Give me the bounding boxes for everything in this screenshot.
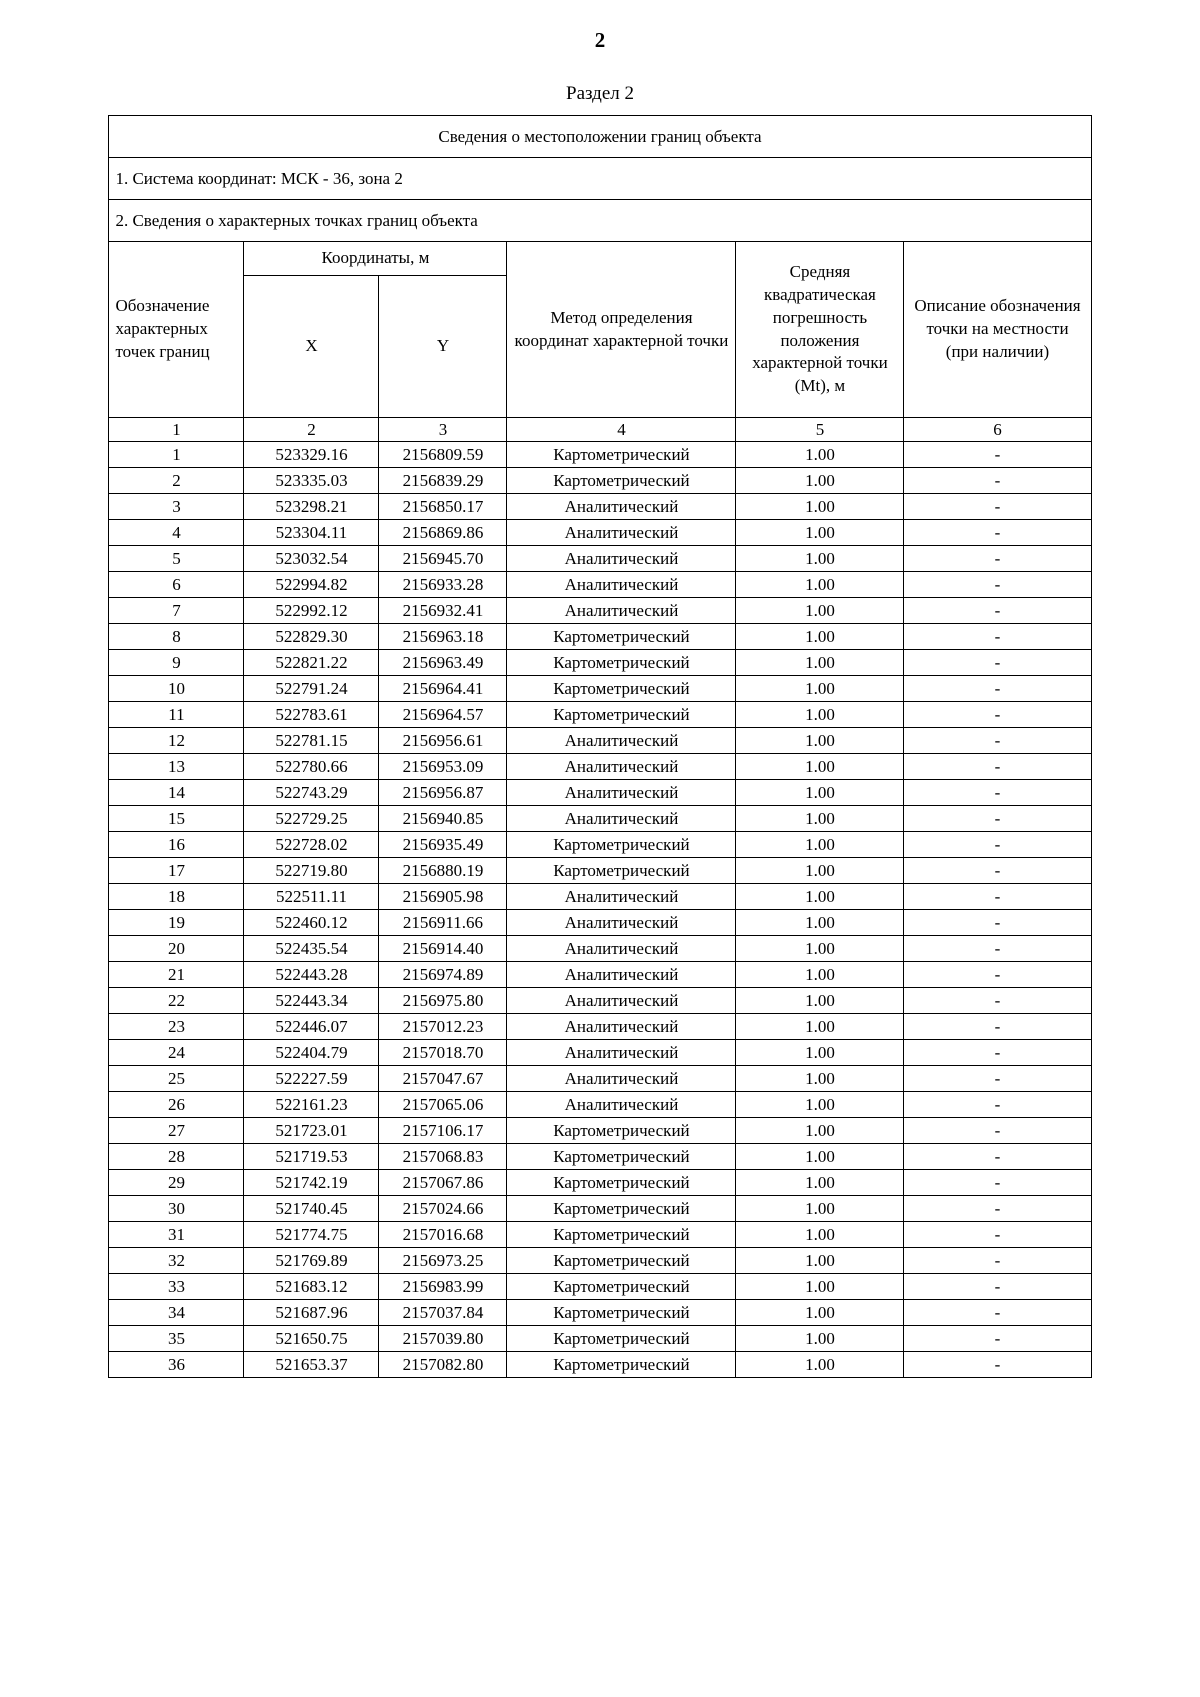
x-coordinate-cell: 522227.59 [244, 1066, 379, 1092]
point-number-cell: 26 [109, 1092, 244, 1118]
method-cell: Картометрический [507, 1118, 736, 1144]
point-number-cell: 5 [109, 546, 244, 572]
y-coordinate-cell: 2156963.18 [379, 624, 507, 650]
method-cell: Картометрический [507, 858, 736, 884]
method-cell: Картометрический [507, 1248, 736, 1274]
y-coordinate-cell: 2156935.49 [379, 832, 507, 858]
x-coordinate-cell: 522161.23 [244, 1092, 379, 1118]
point-number-cell: 7 [109, 598, 244, 624]
point-number-cell: 34 [109, 1300, 244, 1326]
description-cell: - [904, 598, 1091, 624]
table-row [109, 1326, 1091, 1352]
method-cell: Картометрический [507, 442, 736, 468]
point-number-cell: 21 [109, 962, 244, 988]
method-cell: Картометрический [507, 676, 736, 702]
method-cell: Картометрический [507, 1144, 736, 1170]
y-coordinate-cell: 2156809.59 [379, 442, 507, 468]
description-cell: - [904, 702, 1091, 728]
y-coordinate-cell: 2157106.17 [379, 1118, 507, 1144]
method-cell: Аналитический [507, 988, 736, 1014]
column-numbers-row [109, 418, 1091, 442]
point-number-cell: 36 [109, 1352, 244, 1378]
y-coordinate-cell: 2156956.87 [379, 780, 507, 806]
point-number-cell: 6 [109, 572, 244, 598]
table-row [109, 936, 1091, 962]
description-cell: - [904, 858, 1091, 884]
x-coordinate-cell: 522511.11 [244, 884, 379, 910]
method-cell: Аналитический [507, 1066, 736, 1092]
description-cell: - [904, 1222, 1091, 1248]
method-cell: Аналитический [507, 1014, 736, 1040]
point-number-cell: 19 [109, 910, 244, 936]
y-coordinate-cell: 2156839.29 [379, 468, 507, 494]
table-row [109, 1144, 1091, 1170]
description-cell: - [904, 1300, 1091, 1326]
table-row [109, 650, 1091, 676]
section-title: Раздел 2 [566, 83, 634, 104]
method-cell: Аналитический [507, 494, 736, 520]
error-cell: 1.00 [736, 676, 904, 702]
description-cell: - [904, 832, 1091, 858]
x-coordinate-cell: 521740.45 [244, 1196, 379, 1222]
description-cell: - [904, 1066, 1091, 1092]
method-cell: Картометрический [507, 650, 736, 676]
x-coordinate-cell: 523032.54 [244, 546, 379, 572]
x-coordinate-cell: 522443.28 [244, 962, 379, 988]
point-number-cell: 35 [109, 1326, 244, 1352]
error-cell: 1.00 [736, 598, 904, 624]
method-cell: Аналитический [507, 962, 736, 988]
description-cell: - [904, 988, 1091, 1014]
description-cell: - [904, 676, 1091, 702]
table-row [109, 494, 1091, 520]
method-cell: Аналитический [507, 1040, 736, 1066]
method-cell: Аналитический [507, 598, 736, 624]
table-row [109, 1352, 1091, 1378]
point-number-cell: 23 [109, 1014, 244, 1040]
y-coordinate-cell: 2156973.25 [379, 1248, 507, 1274]
column-number: 4 [507, 418, 736, 442]
error-cell: 1.00 [736, 1196, 904, 1222]
error-cell: 1.00 [736, 624, 904, 650]
method-cell: Картометрический [507, 1352, 736, 1378]
page-number: 2 [594, 28, 606, 52]
table-row [109, 598, 1091, 624]
x-coordinate-cell: 522404.79 [244, 1040, 379, 1066]
description-cell: - [904, 1248, 1091, 1274]
table-row [109, 546, 1091, 572]
error-cell: 1.00 [736, 962, 904, 988]
error-cell: 1.00 [736, 910, 904, 936]
y-coordinate-cell: 2156905.98 [379, 884, 507, 910]
boundary-points-table [108, 115, 1091, 1378]
y-coordinate-cell: 2156964.57 [379, 702, 507, 728]
table-row [109, 1118, 1091, 1144]
x-coordinate-cell: 523329.16 [244, 442, 379, 468]
table-row [109, 910, 1091, 936]
error-cell: 1.00 [736, 1040, 904, 1066]
description-cell: - [904, 546, 1091, 572]
description-cell: - [904, 494, 1091, 520]
y-coordinate-cell: 2156911.66 [379, 910, 507, 936]
point-number-cell: 25 [109, 1066, 244, 1092]
description-cell: - [904, 1352, 1091, 1378]
description-cell: - [904, 962, 1091, 988]
error-cell: 1.00 [736, 468, 904, 494]
y-coordinate-cell: 2156850.17 [379, 494, 507, 520]
y-coordinate-cell: 2157082.80 [379, 1352, 507, 1378]
table-body [109, 442, 1091, 1378]
y-coordinate-cell: 2157024.66 [379, 1196, 507, 1222]
description-cell: - [904, 1040, 1091, 1066]
method-cell: Картометрический [507, 1222, 736, 1248]
table-row [109, 1248, 1091, 1274]
column-number: 6 [904, 418, 1091, 442]
method-cell: Аналитический [507, 754, 736, 780]
error-cell: 1.00 [736, 832, 904, 858]
x-coordinate-cell: 521719.53 [244, 1144, 379, 1170]
error-cell: 1.00 [736, 1352, 904, 1378]
table-row [109, 572, 1091, 598]
method-cell: Аналитический [507, 884, 736, 910]
method-cell: Аналитический [507, 780, 736, 806]
header-description: Описание обозначения точки на местности (при наличии) [904, 242, 1091, 418]
method-cell: Картометрический [507, 832, 736, 858]
x-coordinate-cell: 521687.96 [244, 1300, 379, 1326]
method-cell: Картометрический [507, 1274, 736, 1300]
table-row [109, 1040, 1091, 1066]
x-coordinate-cell: 521723.01 [244, 1118, 379, 1144]
table-row [109, 780, 1091, 806]
error-cell: 1.00 [736, 780, 904, 806]
point-number-cell: 22 [109, 988, 244, 1014]
error-cell: 1.00 [736, 1092, 904, 1118]
error-cell: 1.00 [736, 572, 904, 598]
method-cell: Аналитический [507, 728, 736, 754]
x-coordinate-cell: 523298.21 [244, 494, 379, 520]
x-coordinate-cell: 523335.03 [244, 468, 379, 494]
x-coordinate-cell: 523304.11 [244, 520, 379, 546]
error-cell: 1.00 [736, 702, 904, 728]
error-cell: 1.00 [736, 1014, 904, 1040]
point-number-cell: 10 [109, 676, 244, 702]
y-coordinate-cell: 2157047.67 [379, 1066, 507, 1092]
x-coordinate-cell: 521653.37 [244, 1352, 379, 1378]
table-row [109, 1300, 1091, 1326]
table-row [109, 858, 1091, 884]
method-cell: Картометрический [507, 624, 736, 650]
header-x: X [244, 276, 379, 418]
error-cell: 1.00 [736, 546, 904, 572]
table-row [109, 624, 1091, 650]
method-cell: Аналитический [507, 936, 736, 962]
point-number-cell: 1 [109, 442, 244, 468]
point-number-cell: 18 [109, 884, 244, 910]
table-row [109, 832, 1091, 858]
x-coordinate-cell: 522821.22 [244, 650, 379, 676]
y-coordinate-cell: 2157016.68 [379, 1222, 507, 1248]
point-number-cell: 28 [109, 1144, 244, 1170]
point-number-cell: 3 [109, 494, 244, 520]
method-cell: Картометрический [507, 1196, 736, 1222]
point-number-cell: 24 [109, 1040, 244, 1066]
error-cell: 1.00 [736, 988, 904, 1014]
y-coordinate-cell: 2156869.86 [379, 520, 507, 546]
y-coordinate-cell: 2156880.19 [379, 858, 507, 884]
error-cell: 1.00 [736, 1170, 904, 1196]
error-cell: 1.00 [736, 650, 904, 676]
description-cell: - [904, 1118, 1091, 1144]
description-cell: - [904, 468, 1091, 494]
x-coordinate-cell: 521742.19 [244, 1170, 379, 1196]
y-coordinate-cell: 2156933.28 [379, 572, 507, 598]
x-coordinate-cell: 522783.61 [244, 702, 379, 728]
point-number-cell: 4 [109, 520, 244, 546]
y-coordinate-cell: 2157068.83 [379, 1144, 507, 1170]
description-cell: - [904, 1170, 1091, 1196]
description-cell: - [904, 1196, 1091, 1222]
method-cell: Аналитический [507, 572, 736, 598]
point-number-cell: 31 [109, 1222, 244, 1248]
description-cell: - [904, 728, 1091, 754]
x-coordinate-cell: 522781.15 [244, 728, 379, 754]
point-number-cell: 30 [109, 1196, 244, 1222]
description-cell: - [904, 1144, 1091, 1170]
y-coordinate-cell: 2156974.89 [379, 962, 507, 988]
table-row [109, 884, 1091, 910]
coordinate-system-row [109, 158, 1091, 200]
error-cell: 1.00 [736, 1248, 904, 1274]
error-cell: 1.00 [736, 1144, 904, 1170]
x-coordinate-cell: 522992.12 [244, 598, 379, 624]
description-cell: - [904, 1274, 1091, 1300]
error-cell: 1.00 [736, 806, 904, 832]
error-cell: 1.00 [736, 1222, 904, 1248]
points-note-row [109, 200, 1091, 242]
column-number: 5 [736, 418, 904, 442]
header-row-top [109, 242, 1091, 276]
error-cell: 1.00 [736, 1118, 904, 1144]
x-coordinate-cell: 522460.12 [244, 910, 379, 936]
table-row [109, 806, 1091, 832]
point-number-cell: 11 [109, 702, 244, 728]
error-cell: 1.00 [736, 494, 904, 520]
x-coordinate-cell: 522829.30 [244, 624, 379, 650]
point-number-cell: 13 [109, 754, 244, 780]
method-cell: Картометрический [507, 1170, 736, 1196]
point-number-cell: 17 [109, 858, 244, 884]
table-row [109, 1196, 1091, 1222]
method-cell: Аналитический [507, 546, 736, 572]
point-number-cell: 33 [109, 1274, 244, 1300]
x-coordinate-cell: 522780.66 [244, 754, 379, 780]
x-coordinate-cell: 521774.75 [244, 1222, 379, 1248]
point-number-cell: 8 [109, 624, 244, 650]
description-cell: - [904, 936, 1091, 962]
table-row [109, 520, 1091, 546]
error-cell: 1.00 [736, 858, 904, 884]
header-point-designation: Обозначение характерных точек границ [109, 242, 244, 418]
table-row [109, 442, 1091, 468]
points-note: 2. Сведения о характерных точках границ объекта [109, 200, 1091, 242]
x-coordinate-cell: 522443.34 [244, 988, 379, 1014]
description-cell: - [904, 442, 1091, 468]
description-cell: - [904, 572, 1091, 598]
description-cell: - [904, 806, 1091, 832]
y-coordinate-cell: 2156940.85 [379, 806, 507, 832]
table-row [109, 1274, 1091, 1300]
error-cell: 1.00 [736, 728, 904, 754]
description-cell: - [904, 520, 1091, 546]
method-cell: Аналитический [507, 806, 736, 832]
column-number: 1 [109, 418, 244, 442]
y-coordinate-cell: 2156953.09 [379, 754, 507, 780]
y-coordinate-cell: 2157018.70 [379, 1040, 507, 1066]
point-number-cell: 20 [109, 936, 244, 962]
x-coordinate-cell: 522728.02 [244, 832, 379, 858]
x-coordinate-cell: 521683.12 [244, 1274, 379, 1300]
table-row [109, 1222, 1091, 1248]
method-cell: Картометрический [507, 1326, 736, 1352]
table-row [109, 676, 1091, 702]
y-coordinate-cell: 2157039.80 [379, 1326, 507, 1352]
x-coordinate-cell: 522743.29 [244, 780, 379, 806]
table-row [109, 702, 1091, 728]
method-cell: Картометрический [507, 702, 736, 728]
y-coordinate-cell: 2156914.40 [379, 936, 507, 962]
table-row [109, 468, 1091, 494]
table-row [109, 962, 1091, 988]
point-number-cell: 9 [109, 650, 244, 676]
y-coordinate-cell: 2157037.84 [379, 1300, 507, 1326]
description-cell: - [904, 624, 1091, 650]
y-coordinate-cell: 2157012.23 [379, 1014, 507, 1040]
y-coordinate-cell: 2156983.99 [379, 1274, 507, 1300]
description-cell: - [904, 884, 1091, 910]
table-title: Сведения о местоположении границ объекта [109, 116, 1091, 158]
error-cell: 1.00 [736, 936, 904, 962]
error-cell: 1.00 [736, 520, 904, 546]
y-coordinate-cell: 2156932.41 [379, 598, 507, 624]
y-coordinate-cell: 2157065.06 [379, 1092, 507, 1118]
point-number-cell: 29 [109, 1170, 244, 1196]
header-y: Y [379, 276, 507, 418]
description-cell: - [904, 910, 1091, 936]
method-cell: Картометрический [507, 468, 736, 494]
y-coordinate-cell: 2156964.41 [379, 676, 507, 702]
table-row [109, 1092, 1091, 1118]
description-cell: - [904, 780, 1091, 806]
description-cell: - [904, 650, 1091, 676]
error-cell: 1.00 [736, 1066, 904, 1092]
x-coordinate-cell: 522994.82 [244, 572, 379, 598]
table-row [109, 1014, 1091, 1040]
point-number-cell: 2 [109, 468, 244, 494]
x-coordinate-cell: 521650.75 [244, 1326, 379, 1352]
error-cell: 1.00 [736, 754, 904, 780]
column-number: 2 [244, 418, 379, 442]
table-row [109, 988, 1091, 1014]
point-number-cell: 32 [109, 1248, 244, 1274]
y-coordinate-cell: 2156975.80 [379, 988, 507, 1014]
method-cell: Аналитический [507, 910, 736, 936]
x-coordinate-cell: 522791.24 [244, 676, 379, 702]
error-cell: 1.00 [736, 1326, 904, 1352]
table-row [109, 1170, 1091, 1196]
table-row [109, 728, 1091, 754]
point-number-cell: 14 [109, 780, 244, 806]
header-coordinates-group: Координаты, м [244, 242, 507, 276]
point-number-cell: 27 [109, 1118, 244, 1144]
description-cell: - [904, 1014, 1091, 1040]
description-cell: - [904, 754, 1091, 780]
y-coordinate-cell: 2156956.61 [379, 728, 507, 754]
description-cell: - [904, 1092, 1091, 1118]
x-coordinate-cell: 522719.80 [244, 858, 379, 884]
table-row [109, 1066, 1091, 1092]
y-coordinate-cell: 2156963.49 [379, 650, 507, 676]
error-cell: 1.00 [736, 1300, 904, 1326]
x-coordinate-cell: 522435.54 [244, 936, 379, 962]
coordinate-system-note: 1. Система координат: МСК - 36, зона 2 [109, 158, 1091, 200]
error-cell: 1.00 [736, 884, 904, 910]
column-number: 3 [379, 418, 507, 442]
method-cell: Картометрический [507, 1300, 736, 1326]
header-method: Метод определения координат характерной точки [507, 242, 736, 418]
y-coordinate-cell: 2156945.70 [379, 546, 507, 572]
x-coordinate-cell: 521769.89 [244, 1248, 379, 1274]
point-number-cell: 12 [109, 728, 244, 754]
y-coordinate-cell: 2157067.86 [379, 1170, 507, 1196]
table-title-row [109, 116, 1091, 158]
method-cell: Аналитический [507, 1092, 736, 1118]
x-coordinate-cell: 522446.07 [244, 1014, 379, 1040]
error-cell: 1.00 [736, 442, 904, 468]
error-cell: 1.00 [736, 1274, 904, 1300]
method-cell: Аналитический [507, 520, 736, 546]
header-error: Средняя квадратическая погрешность положения характерной точки (Mt), м [736, 242, 904, 418]
x-coordinate-cell: 522729.25 [244, 806, 379, 832]
point-number-cell: 16 [109, 832, 244, 858]
table-row [109, 754, 1091, 780]
point-number-cell: 15 [109, 806, 244, 832]
description-cell: - [904, 1326, 1091, 1352]
